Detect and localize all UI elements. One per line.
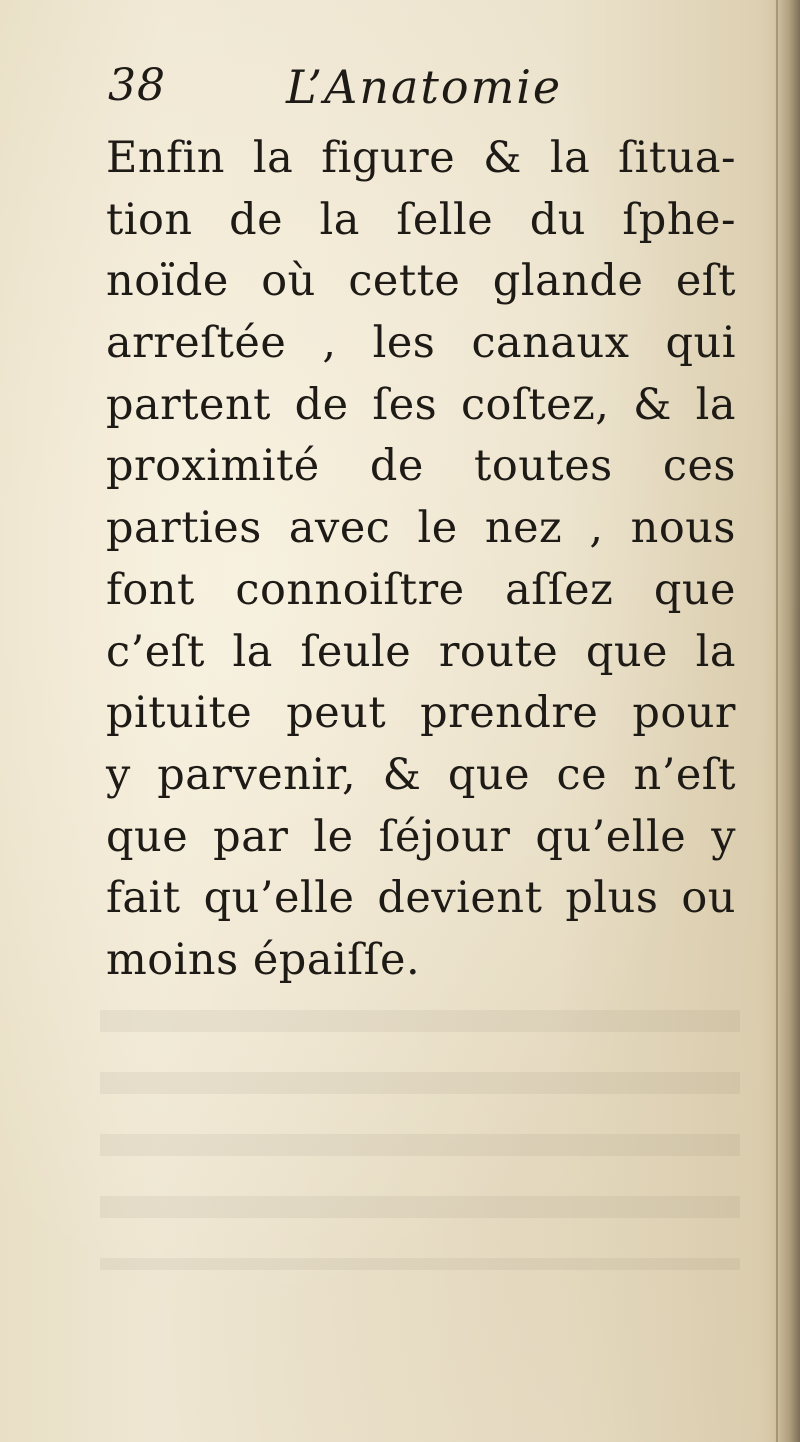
text-line: parties avec le nez , nous [106, 503, 736, 554]
text-line: c’eſt la ſeule route que la [106, 626, 736, 677]
text-line: Enfin la figure & la ſitua- [106, 133, 736, 183]
gutter-shadow [774, 0, 800, 1442]
text-line: tion de la ſelle du ſphe- [106, 194, 736, 245]
text-line: moins épaiſſe. [106, 934, 421, 985]
text-line: pituite peut prendre pour [106, 688, 736, 739]
text-line: proximité de toutes ces [106, 441, 736, 492]
show-through-texture [100, 1010, 740, 1270]
running-title: L’Anatomie [286, 60, 563, 114]
body-text [106, 128, 736, 992]
text-line: font connoiſtre aſſez que [106, 564, 736, 615]
text-line: que par le ſéjour qu’elle y [106, 811, 736, 862]
text-line: fait qu’elle devient plus ou [106, 873, 736, 924]
text-line: arreſtée , les canaux qui [106, 318, 736, 369]
text-line: partent de ſes coſtez, & la [106, 379, 736, 430]
page-number: 38 [108, 60, 166, 111]
text-line: y parvenir, & que ce n’eſt [106, 749, 736, 800]
text-line: noïde où cette glande eſt [106, 256, 736, 307]
page-header [108, 60, 748, 120]
